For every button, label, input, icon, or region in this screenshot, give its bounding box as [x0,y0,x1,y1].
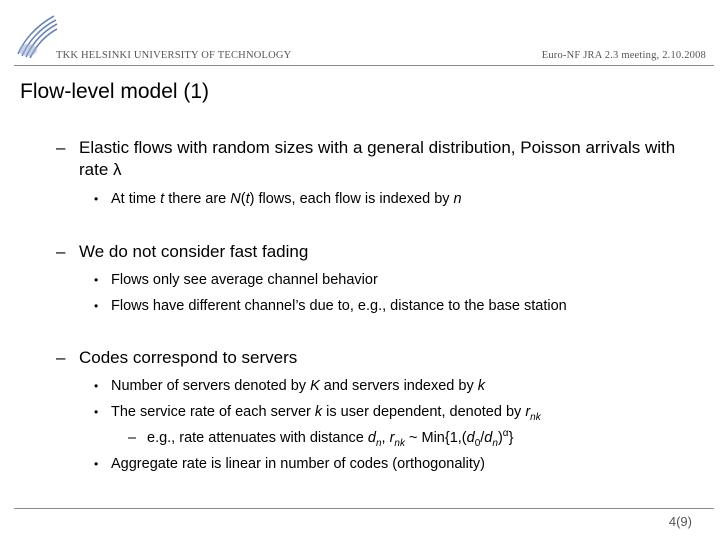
footer-divider [14,508,714,509]
meeting-info: Euro-NF JRA 2.3 meeting, 2.10.2008 [541,50,706,61]
sub-bullet-average-channel [94,270,378,290]
bullet-marker: • [94,405,99,419]
subscript-nk: nk [530,411,541,423]
bullet-text: Flows have different channel’s due to, e.g., distance to the base station [111,298,567,314]
var-N: N [230,191,241,207]
slide-title: Flow-level model (1) [20,80,210,103]
alpha-exponent: α [502,428,509,440]
var-d: d [466,430,475,446]
text-segment: e.g., rate attenuates with distance [147,430,368,446]
text-segment: and servers indexed by [319,378,478,394]
dash-marker: – [56,138,66,157]
bullet-fast-fading [56,241,689,263]
var-k: k [314,404,323,420]
text-segment: / [480,430,485,446]
text-segment: ) [497,430,503,446]
text-segment: Number of servers denoted by [111,378,311,394]
bullet-marker: • [94,379,99,393]
subscript-nk: nk [394,437,405,449]
bullet-codes-servers [56,347,689,369]
text-segment: ( [240,191,246,207]
subscript-n: n [492,437,498,449]
text-segment: The service rate of each server [111,404,315,420]
bullet-text: Aggregate rate is linear in number of codes (orthogonality) [111,456,485,472]
bullet-marker: • [94,192,99,206]
var-K: K [310,378,320,394]
bullet-text: Flows only see average channel behavior [111,272,378,288]
dash-marker: – [56,348,66,367]
dash-marker: – [56,242,66,261]
institution-name: TKK HELSINKI UNIVERSITY OF TECHNOLOGY [56,50,292,61]
bullet-marker: • [94,273,99,287]
sub-sub-bullet-attenuation [128,428,513,448]
sub-bullet-flows-at-time [94,189,462,209]
text-segment: ) flows, each flow is indexed by [249,191,454,207]
var-t: t [245,191,250,207]
text-segment: ~ Min{1,( [404,430,467,446]
var-r: r [525,404,531,420]
subscript-0: 0 [474,437,481,449]
text-segment: At time [111,191,161,207]
dash-marker: – [128,430,137,446]
subscript-n: n [375,437,382,449]
bullet-marker: • [94,299,99,313]
page-number: 4(9) [668,514,692,529]
var-k: k [477,378,485,394]
text-segment: there are [164,191,231,207]
header-divider [14,65,714,66]
var-t: t [160,191,165,207]
var-d: d [367,430,376,446]
bullet-text: Codes correspond to servers [79,348,298,367]
text-segment: , [381,430,390,446]
bullet-marker: • [94,457,99,471]
tkk-logo-icon [14,10,58,60]
var-d: d [484,430,493,446]
text-segment: } [508,430,514,446]
var-r: r [389,430,395,446]
sub-bullet-aggregate-rate [94,454,485,474]
sub-bullet-service-rate [94,402,541,422]
sub-bullet-number-of-servers [94,376,485,396]
bullet-text: Elastic flows with random sizes with a general distribution, Poisson arrivals with rate [79,138,676,179]
bullet-text: We do not consider fast fading [79,242,309,261]
sub-bullet-different-channels [94,296,567,316]
var-n: n [453,191,462,207]
text-segment: is user dependent, denoted by [322,404,526,420]
lambda-symbol: λ [113,160,122,179]
bullet-elastic-flows [56,137,689,181]
